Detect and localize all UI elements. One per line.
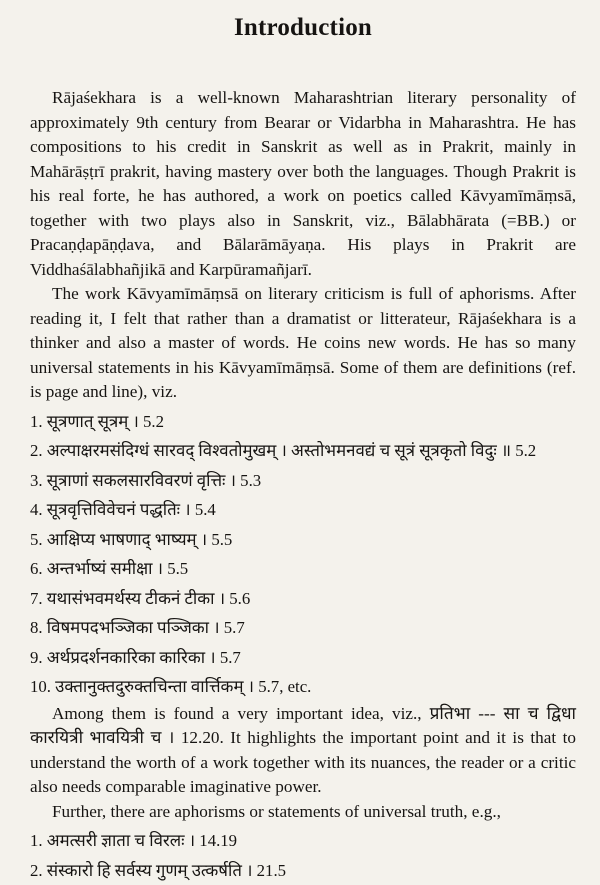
list-item: 9. अर्थप्रदर्शनकारिका कारिका । 5.7: [30, 643, 576, 673]
definitions-list: [30, 407, 576, 702]
truths-list: [30, 826, 576, 885]
paragraph-kavyamimamsa: The work Kāvyamīmāṃsā on literary criticism is full of aphorisms. After reading it, I felt that rather than a dramatist or litterateur, Rājaśekhara is a thinker and also a master of words. He coins new words. He has so many universal statements in his Kāvyamīmāṃsā. Some of them are definitions (ref. is page and line), viz.: [30, 282, 576, 405]
page-title: Introduction: [30, 14, 576, 42]
list-item: 5. आक्षिप्य भाषणाद् भाष्यम् । 5.5: [30, 525, 576, 555]
list-item: 3. सूत्राणां सकलसारविवरणं वृत्तिः । 5.3: [30, 466, 576, 496]
list-item: 7. यथासंभवमर्थस्य टीकनं टीका । 5.6: [30, 584, 576, 614]
list-item: 2. संस्कारो हि सर्वस्य गुणम् उत्कर्षति । 21.5: [30, 856, 576, 885]
list-item: 4. सूत्रवृत्तिविवेचनं पद्धतिः । 5.4: [30, 495, 576, 525]
list-item: 1. अमत्सरी ज्ञाता च विरलः । 14.19: [30, 826, 576, 856]
list-item: 2. अल्पाक्षरमसंदिग्धं सारवद् विश्वतोमुखम् । अस्तोभमनवद्यं च सूत्रं सूत्रकृतो विदुः ॥ 5.2: [30, 436, 576, 466]
list-item: 1. सूत्रणात् सूत्रम् । 5.2: [30, 407, 576, 437]
list-item: 6. अन्तर्भाष्यं समीक्षा । 5.5: [30, 554, 576, 584]
list-item: 8. विषमपदभञ्जिका पञ्जिका । 5.7: [30, 613, 576, 643]
paragraph-pratibha: Among them is found a very important idea, viz., प्रतिभा --- सा च द्विधा कारयित्री भावयित्री च । 12.20. It highlights the important point and it is that to understand the worth of a work together with its nuances, the reader or a critic also needs comparable imaginative power.: [30, 702, 576, 800]
paragraph-universal-truth: Further, there are aphorisms or statements of universal truth, e.g.,: [30, 800, 576, 825]
paragraph-rajasekhara-intro: Rājaśekhara is a well-known Maharashtrian literary personality of approximately 9th century from Bearar or Vidarbha in Maharashtra. He has compositions to his credit in Sanskrit as well as in Prakrit, mainly in Mahārāṣṭrī prakrit, having mastery over both the languages. Though Prakrit is his real forte, he has authored, a work on poetics called Kāvyamīmāṃsā, together with two plays also in Sanskrit, viz., Bālabhārata (=BB.) or Pracaṇḍapāṇḍava, and Bālarāmāyaṇa. His plays in Prakrit are Viddhaśālabhañjikā and Karpūramañjarī.: [30, 86, 576, 282]
list-item: 10. उक्तानुक्तदुरुक्तचिन्ता वार्त्तिकम् । 5.7, etc.: [30, 672, 576, 702]
